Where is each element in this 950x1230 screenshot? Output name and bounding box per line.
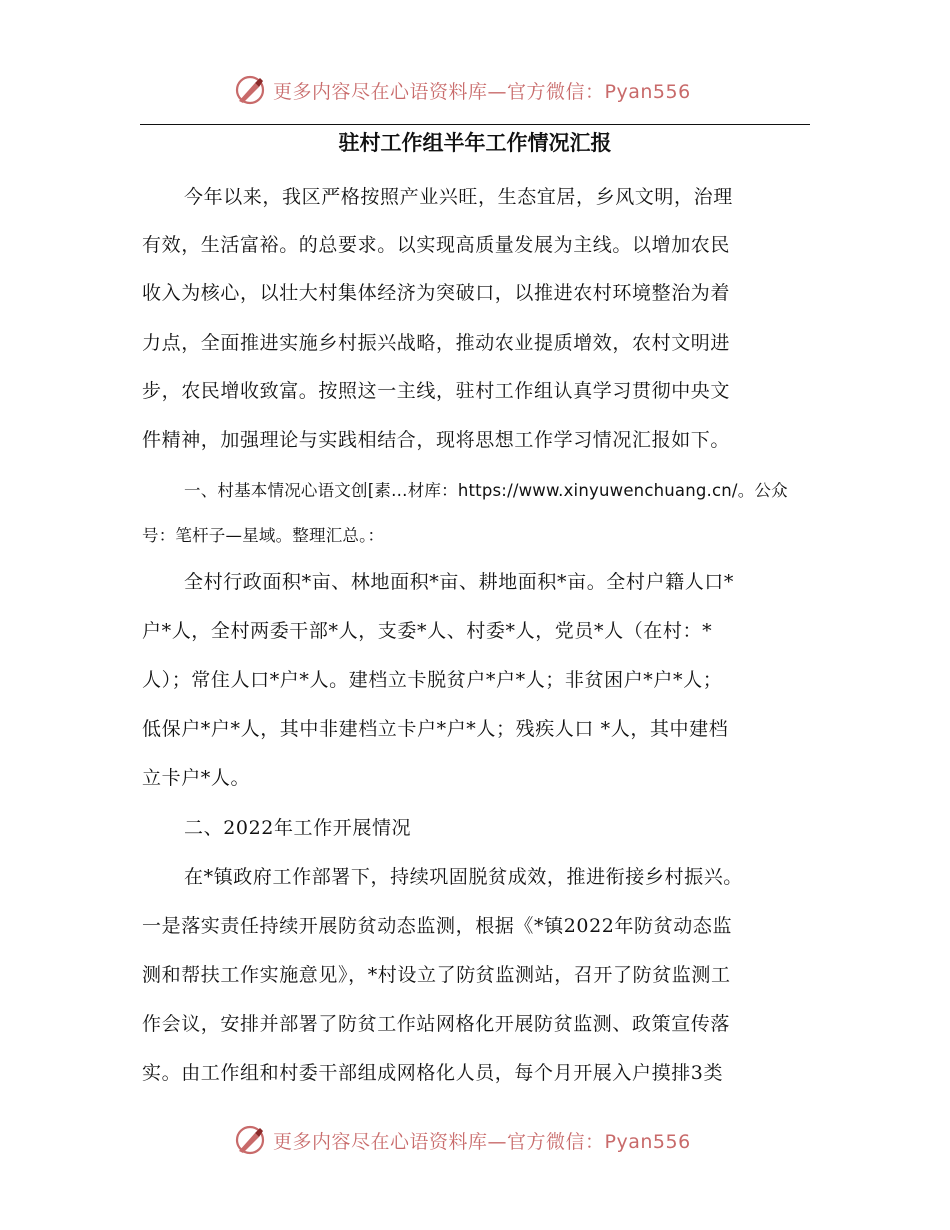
paragraph-line: 户*人，全村两委干部*人，支委*人、村委*人，党员*人（在村：* (142, 620, 713, 642)
document-title: 驻村工作组半年工作情况汇报 (338, 131, 612, 155)
watermark-header (0, 70, 950, 110)
paragraph-line: 作会议，安排并部署了防贫工作站网格化开展防贫监测、政策宣传落 (142, 1013, 731, 1035)
paragraph-line: 件精神，加强理论与实践相结合，现将思想工作学习情况汇报如下。 (142, 429, 731, 451)
section-heading-line: 一、村基本情况心语文创[素…材库：https://www.xinyuwenchuang.cn/。公众 (184, 481, 788, 500)
watermark-text: 更多内容尽在心语资料库—官方微信：Pyan556 (273, 1130, 691, 1153)
section-heading-line: 号：笔杆子—星域。整理汇总。： (142, 526, 385, 545)
watermark-brand (233, 1120, 691, 1160)
paragraph-line: 低保户*户*人，其中非建档立卡户*户*人；残疾人口 *人，其中建档 (142, 718, 729, 740)
paragraph-line: 一是落实责任持续开展防贫动态监测，根据《*镇2022年防贫动态监 (142, 915, 733, 937)
paragraph-line: 测和帮扶工作实施意见》，*村设立了防贫监测站，召开了防贫监测工 (142, 964, 731, 986)
pen-nib-logo-icon (233, 1123, 267, 1157)
paragraph-line: 人）；常住人口*户*人。建档立卡脱贫户*户*人；非贫困户*户*人； (142, 669, 723, 691)
paragraph-line: 有效，生活富裕。的总要求。以实现高质量发展为主线。以增加农民 (142, 234, 731, 256)
header-divider (140, 124, 810, 125)
paragraph-line: 收入为核心，以壮大村集体经济为突破口，以推进农村环境整治为着 (142, 282, 731, 304)
paragraph-line: 在*镇政府工作部署下，持续巩固脱贫成效，推进衔接乡村振兴。 (184, 866, 743, 888)
section-heading-line: 二、2022年工作开展情况 (184, 817, 412, 839)
watermark-brand (233, 70, 691, 110)
paragraph-line: 步，农民增收致富。按照这一主线，驻村工作组认真学习贯彻中央文 (142, 380, 731, 402)
paragraph-line: 全村行政面积*亩、林地面积*亩、耕地面积*亩。全村户籍人口* (184, 571, 735, 593)
paragraph-line: 立卡户*人。 (142, 767, 251, 789)
paragraph-line: 今年以来，我区严格按照产业兴旺，生态宜居，乡风文明，治理 (184, 186, 733, 208)
watermark-footer (0, 1120, 950, 1160)
paragraph-line: 实。由工作组和村委干部组成网格化人员，每个月开展入户摸排3类 (142, 1062, 724, 1084)
watermark-text: 更多内容尽在心语资料库—官方微信：Pyan556 (273, 80, 691, 103)
pen-nib-logo-icon (233, 73, 267, 107)
paragraph-line: 力点，全面推进实施乡村振兴战略，推动农业提质增效，农村文明进 (142, 332, 731, 354)
